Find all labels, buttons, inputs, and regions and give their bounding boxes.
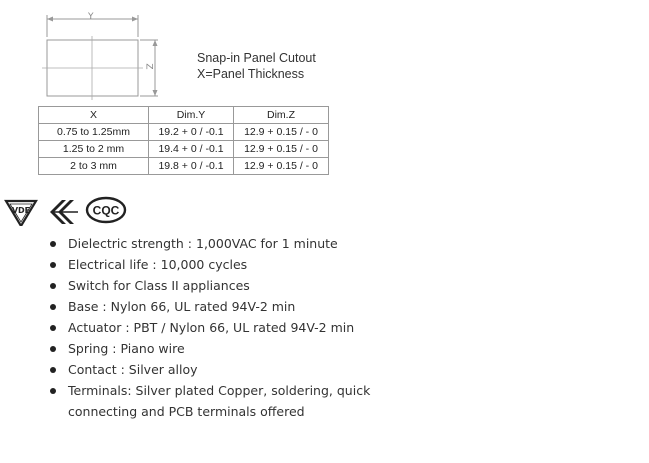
bullet-icon [50,304,56,310]
table-row [39,158,329,175]
list-item: Terminals: Silver plated Copper, soldering, quick connecting and PCB terminals offered [48,380,398,422]
list-item: Dielectric strength : 1,000VAC for 1 minute [48,233,398,254]
table-cell: 2 to 3 mm [39,158,149,175]
certification-marks [4,196,129,226]
list-item: Contact : Silver alloy [48,359,398,380]
column-header-dim-z: Dim.Z [234,107,329,124]
bullet-icon [50,346,56,352]
column-header-dim-y: Dim.Y [149,107,234,124]
list-item: Switch for Class II appliances [48,275,398,296]
svg-text:VDE: VDE [11,206,31,215]
cutout-caption [197,50,316,82]
table-cell: 19.2 + 0 / -0.1 [149,124,234,141]
bullet-icon [50,367,56,373]
bullet-icon [50,283,56,289]
kc-mark-icon [50,200,78,224]
table-cell: 0.75 to 1.25mm [39,124,149,141]
list-item: Actuator : PBT / Nylon 66, UL rated 94V-2 min [48,317,398,338]
bullet-icon [50,241,56,247]
table-cell: 12.9 + 0.15 / - 0 [234,124,329,141]
table-row [39,124,329,141]
column-header-x: X [39,107,149,124]
caption-subtitle: X=Panel Thickness [197,67,305,81]
list-item: Spring : Piano wire [48,338,398,359]
vde-mark-icon [6,201,36,226]
table-cell: 19.8 + 0 / -0.1 [149,158,234,175]
dimension-y-label: Y [88,12,94,22]
caption-title: Snap-in Panel Cutout [197,51,316,65]
list-item: Base : Nylon 66, UL rated 94V-2 min [48,296,398,317]
dimension-z-label: Z [143,63,154,70]
cutout-dimension-table [38,106,329,175]
table-cell: 12.9 + 0.15 / - 0 [234,158,329,175]
list-item: Electrical life : 10,000 cycles [48,254,398,275]
panel-cutout-drawing [0,0,170,105]
table-header-row [39,107,329,124]
bullet-icon [50,325,56,331]
svg-text:CQC: CQC [92,203,120,218]
bullet-icon [50,262,56,268]
table-cell: 1.25 to 2 mm [39,141,149,158]
table-cell: 19.4 + 0 / -0.1 [149,141,234,158]
bullet-icon [50,388,56,394]
table-row [39,141,329,158]
cqc-mark-icon [87,198,125,222]
table-cell: 12.9 + 0.15 / - 0 [234,141,329,158]
feature-list [48,233,398,422]
